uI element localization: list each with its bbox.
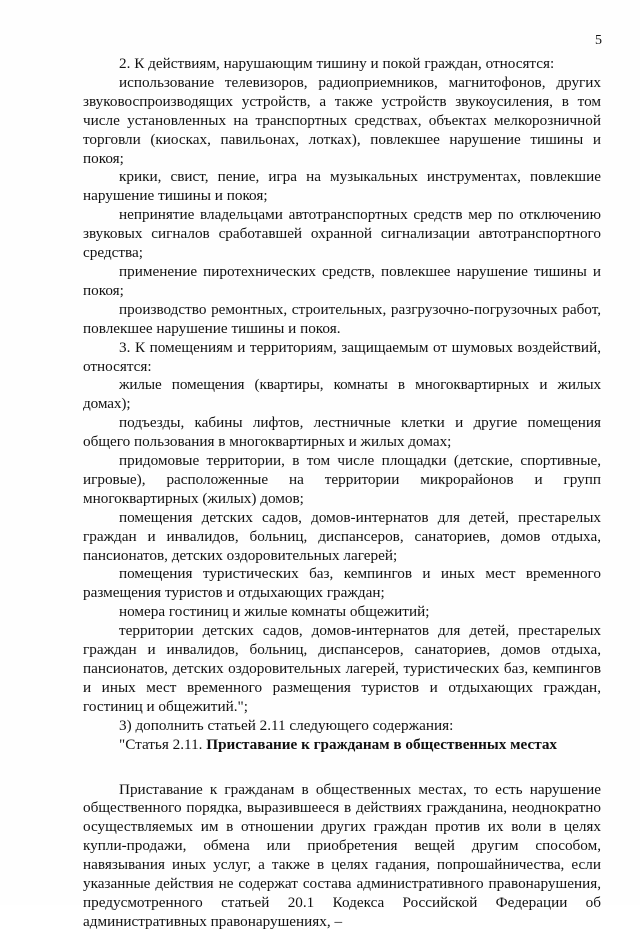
article-heading: [83, 736, 601, 755]
paragraph-item: крики, свист, пение, игра на музыкальных инструментах, повлекшие нарушение тишины и покоя;: [83, 168, 601, 205]
paragraph-item: помещения детских садов, домов-интернатов для детей, престарелых граждан и инвалидов, больниц, диспансеров, санаториев, домов отдыха, пансионатов, детских оздоровительных лагерей;: [83, 508, 601, 564]
paragraph-section-3-heading: 3. К помещениям и территориям, защищаемым от шумовых воздействий, относятся:: [83, 338, 601, 375]
paragraph-amendment: 3) дополнить статьей 2.11 следующего содержания:: [119, 716, 454, 734]
paragraph-item: подъезды, кабины лифтов, лестничные клетки и другие помещения общего пользования в многоквартирных и жилых домах;: [83, 414, 601, 451]
article-prefix: "Статья 2.11.: [119, 735, 207, 753]
article-title: Приставание к гражданам в общественных местах: [206, 735, 558, 753]
paragraph-item: применение пиротехнических средств, повлекшее нарушение тишины и покоя;: [83, 262, 601, 299]
paragraph-item: использование телевизоров, радиоприемников, магнитофонов, других звуковоспроизводящих устройств, а также устройств звукоусиления, в том числе установленных на транспортных средствах, объектах мелкорозничной торговли (киосках, павильонах, лотках), повлекшее нарушение тишины и покоя;: [83, 73, 601, 167]
paragraph-item: производство ремонтных, строительных, разгрузочно-погрузочных работ, повлекшее нарушение тишины и покоя.: [83, 300, 601, 337]
paragraph-item: жилые помещения (квартиры, комнаты в многоквартирных и жилых домах);: [83, 376, 601, 413]
blank-line: [83, 755, 601, 781]
paragraph-article-body: Приставание к гражданам в общественных местах, то есть нарушение общественного порядка, выразившееся в действиях гражданина, неоднократно осуществляемых им в отношении других граждан против их воли в целях купли-продажи, обмена или приобретения вещей другим способом, навязывания иных услуг, а также в целях гадания, попрошайничества, если указанные действия не содержат состава административного правонарушения, предусмотренного статьей 20.1 Кодекса Российской Федерации об административных правонарушениях, –: [83, 780, 601, 930]
paragraph-item: территории детских садов, домов-интернатов для детей, престарелых граждан и инвалидов, больниц, диспансеров, санаториев, домов отдыха, пансионатов, детских оздоровительных лагерей, туристических баз, кемпингов и иных мест временного размещения туристов и отдыхающих граждан, гостиниц и общежитий.";: [83, 622, 601, 715]
page-number: 5: [595, 33, 602, 48]
paragraph-section-2-heading: 2. К действиям, нарушающим тишину и покой граждан, относятся:: [119, 55, 555, 72]
paragraph-item: помещения туристических баз, кемпингов и иных мест временного размещения туристов и отдыхающих граждан;: [83, 565, 601, 602]
paragraph-item: номера гостиниц и жилые комнаты общежитий;: [119, 603, 430, 621]
document-body: [83, 55, 601, 932]
paragraph-item: придомовые территории, в том числе площадки (детские, спортивные, игровые), расположенные на территории микрорайонов и групп многоквартирных (жилых) домов;: [83, 452, 601, 507]
paragraph-item: непринятие владельцами автотранспортных средств мер по отключению звуковых сигналов сработавшей охранной сигнализации автотранспортного средства;: [83, 206, 601, 262]
